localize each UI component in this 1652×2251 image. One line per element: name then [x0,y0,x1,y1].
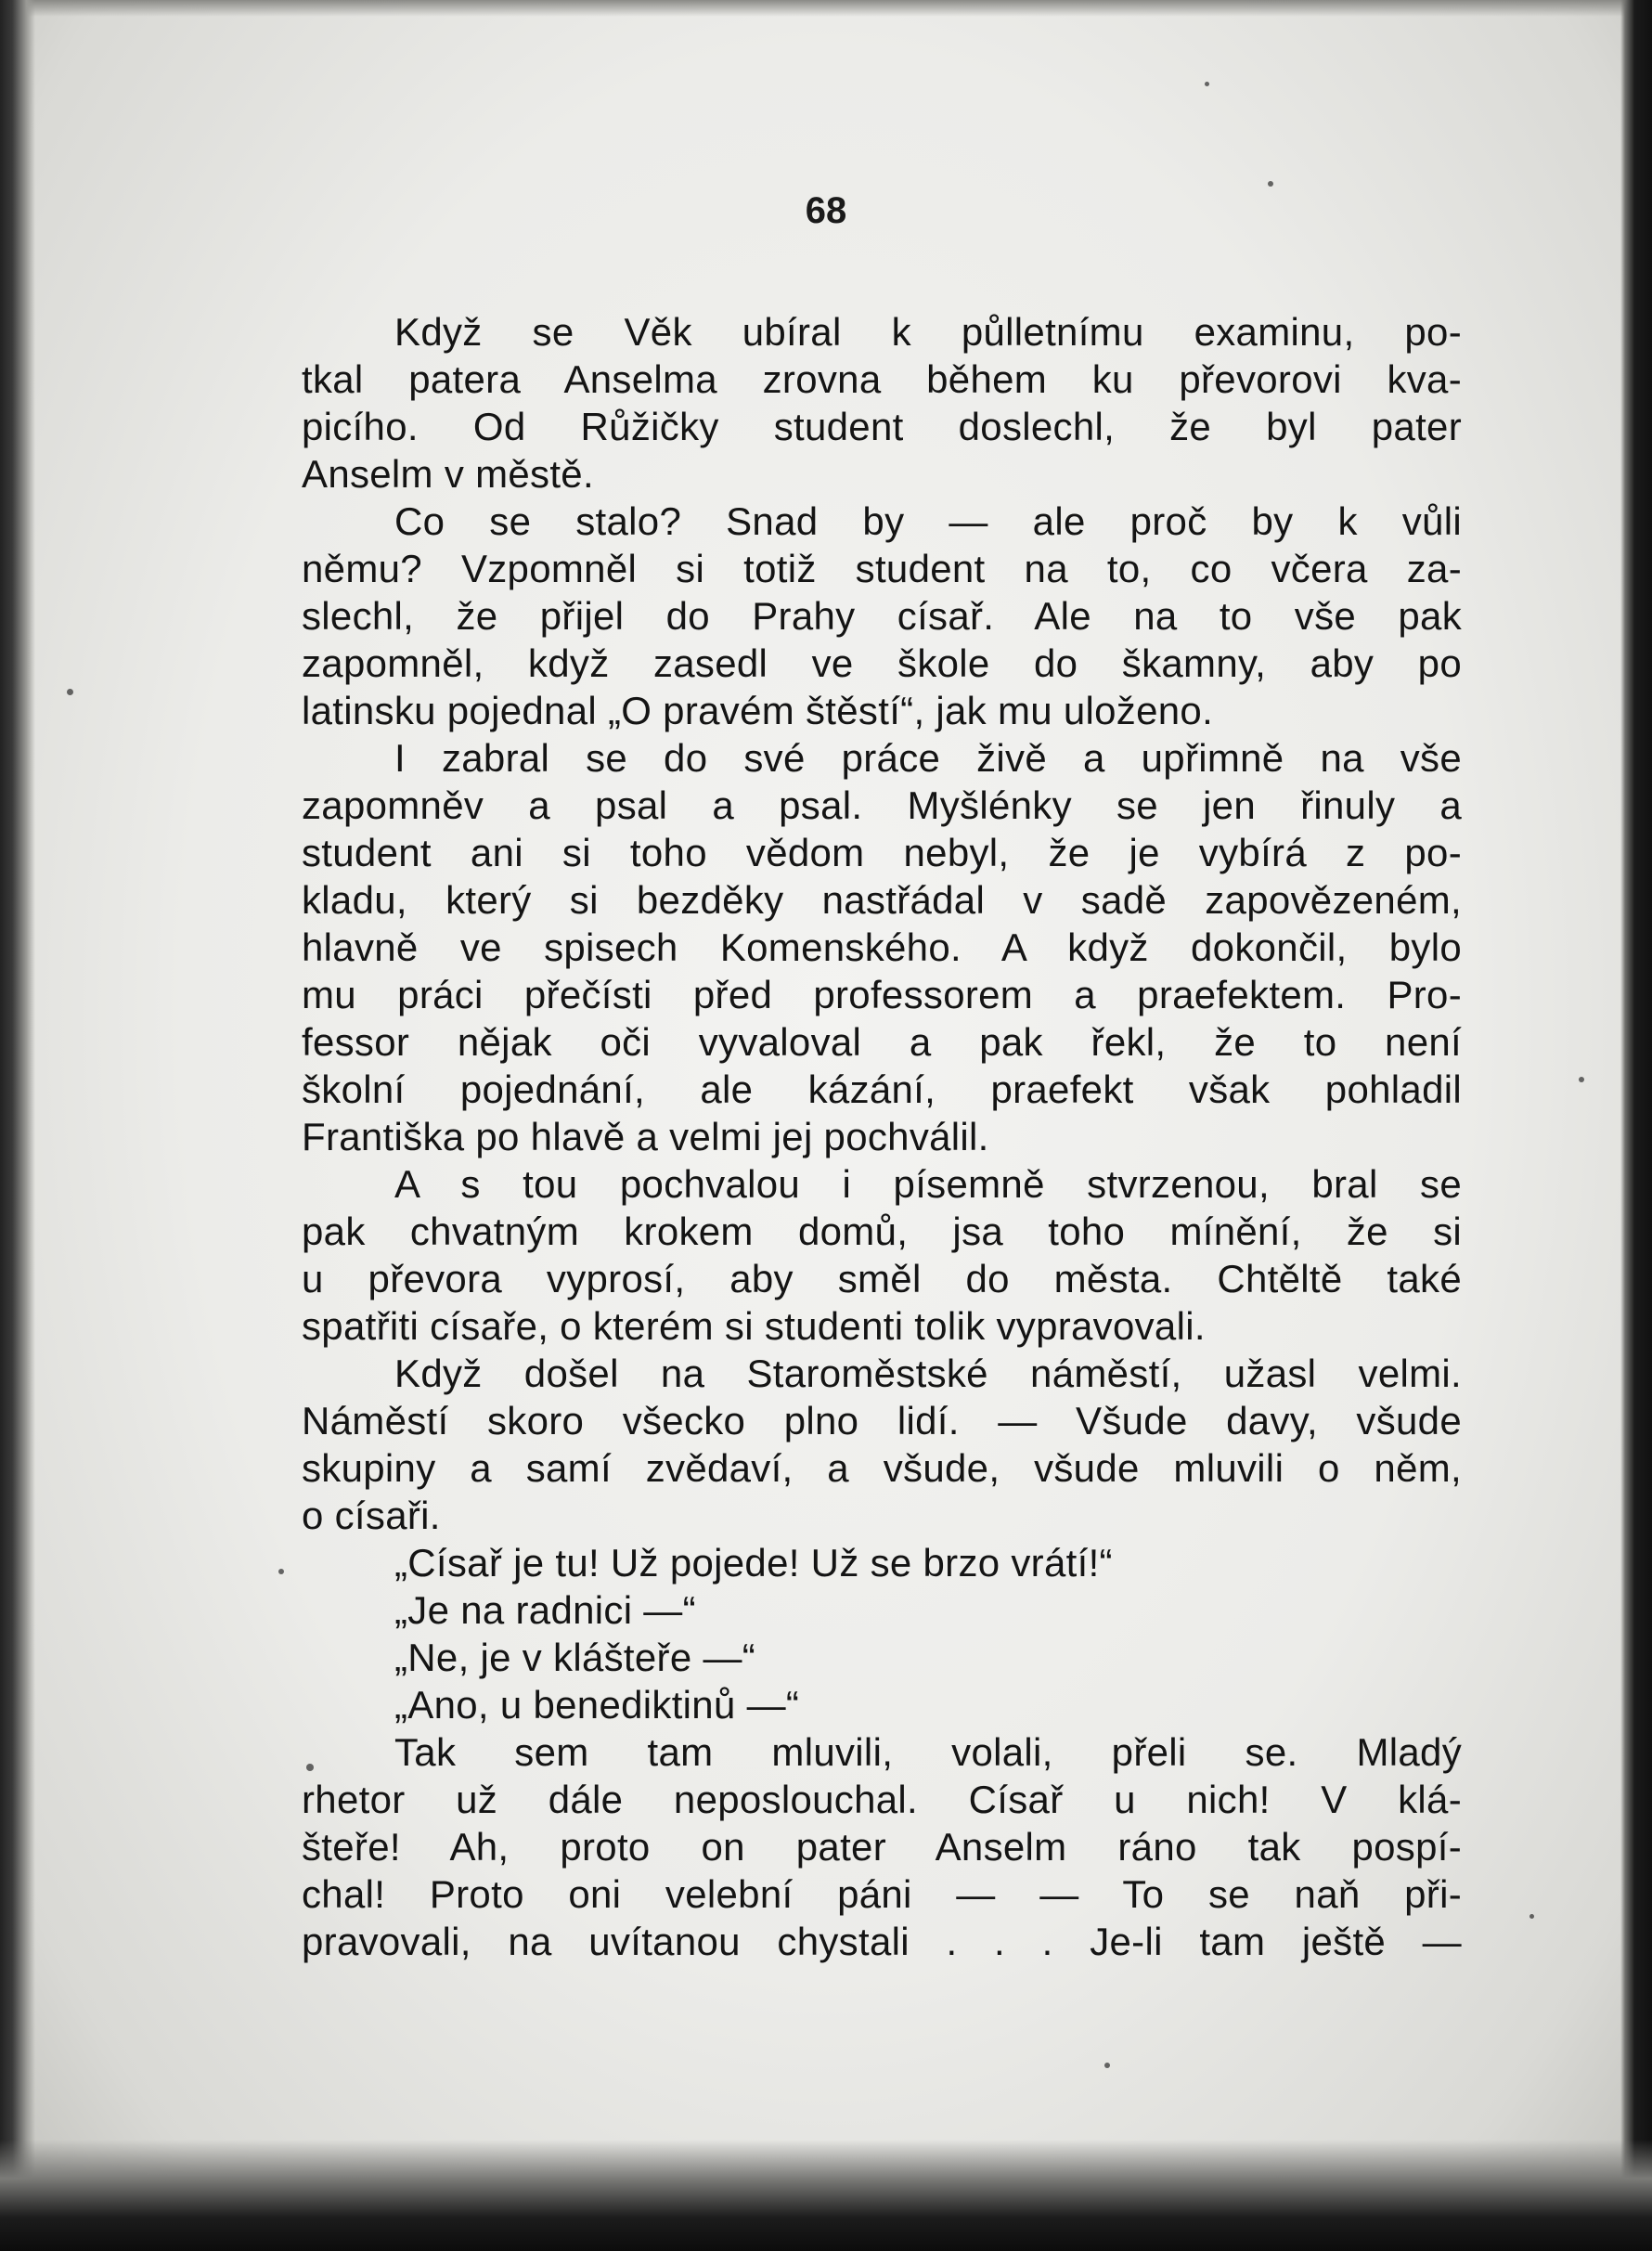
scan-speck [1268,181,1273,187]
scan-speck [1529,1914,1534,1919]
page-edge-shadow-left [0,0,35,2251]
text-line: skupiny a samí zvědaví, a všude, všude mluvili o něm, [302,1446,1462,1490]
text-line: I zabral se do své práce živě a upřimně na vše [394,736,1462,780]
text-line: chal! Proto oni velební páni — — To se naň při- [302,1872,1462,1916]
text-line: student ani si toho vědom nebyl, že je vybírá z po- [302,831,1462,874]
text-line: šteře! Ah, proto on pater Anselm ráno tak pospí- [302,1825,1462,1869]
text-line: němu? Vzpomněl si totiž student na to, co včera za- [302,547,1462,590]
text-line: pravovali, na uvítanou chystali . . . Je-li tam ještě — [302,1920,1462,1963]
scan-speck [1205,82,1209,86]
text-line: zapomněv a psal a psal. Myšlénky se jen řinuly a [302,783,1462,827]
text-line: „Císař je tu! Už pojede! Už se brzo vrátí!“ [394,1541,1113,1585]
text-line: slechl, že přijel do Prahy císař. Ale na to vše pak [302,594,1462,638]
text-line: školní pojednání, ale kázání, praefekt však pohladil [302,1067,1462,1111]
text-line: hlavně ve spisech Komenského. A když dokončil, bylo [302,925,1462,969]
text-line: Když došel na Staroměstské náměstí, užasl velmi. [394,1352,1462,1395]
text-line: „Ne, je v klášteře —“ [394,1636,756,1679]
scan-speck [278,1569,284,1574]
text-line: o císaři. [302,1494,441,1537]
text-line: A s tou pochvalou i písemně stvrzenou, bral se [394,1162,1462,1206]
page-edge-shadow-right [1620,0,1652,2251]
text-line: zapomněl, když zasedl ve škole do škamny, aby po [302,641,1462,685]
text-line: tkal patera Anselma zrovna během ku převorovi kva- [302,357,1462,401]
scan-speck [1579,1077,1584,1082]
text-line: Co se stalo? Snad by — ale proč by k vůli [394,499,1462,543]
text-line: „Je na radnici —“ [394,1588,696,1632]
page-edge-shadow-top [0,0,1652,17]
page-edge-shadow-bottom [0,2140,1652,2251]
text-line: rhetor už dále neposlouchal. Císař u nich! V klá- [302,1778,1462,1821]
text-line: picího. Od Růžičky student doslechl, že byl pater [302,405,1462,448]
text-line: mu práci přečísti před professorem a praefektem. Pro- [302,973,1462,1016]
text-line: u převora vyprosí, aby směl do města. Chtěltě také [302,1257,1462,1300]
text-line: kladu, který si bezděky nastřádal v sadě zapovězeném, [302,878,1462,922]
text-line: Anselm v městě. [302,452,594,496]
text-line: Františka po hlavě a velmi jej pochválil. [302,1115,989,1158]
text-line: pak chvatným krokem domů, jsa toho mínění, že si [302,1210,1462,1253]
text-line: fessor nějak oči vyvaloval a pak řekl, že to není [302,1020,1462,1064]
scan-speck [1104,2063,1110,2068]
text-line: latinsku pojednal „O pravém štěstí“, jak mu uloženo. [302,689,1214,732]
page-number: 68 [805,190,847,231]
text-line: Když se Věk ubíral k půlletnímu examinu, po- [394,310,1462,354]
scan-speck [67,689,73,695]
text-line: Náměstí skoro všecko plno lidí. — Všude davy, všude [302,1399,1462,1442]
text-line: Tak sem tam mluvili, volali, přeli se. Mladý [394,1730,1462,1774]
text-line: spatřiti císaře, o kterém si studenti tolik vypravovali. [302,1304,1206,1348]
text-line: „Ano, u benediktinů —“ [394,1683,800,1727]
body-text [302,308,1462,1965]
